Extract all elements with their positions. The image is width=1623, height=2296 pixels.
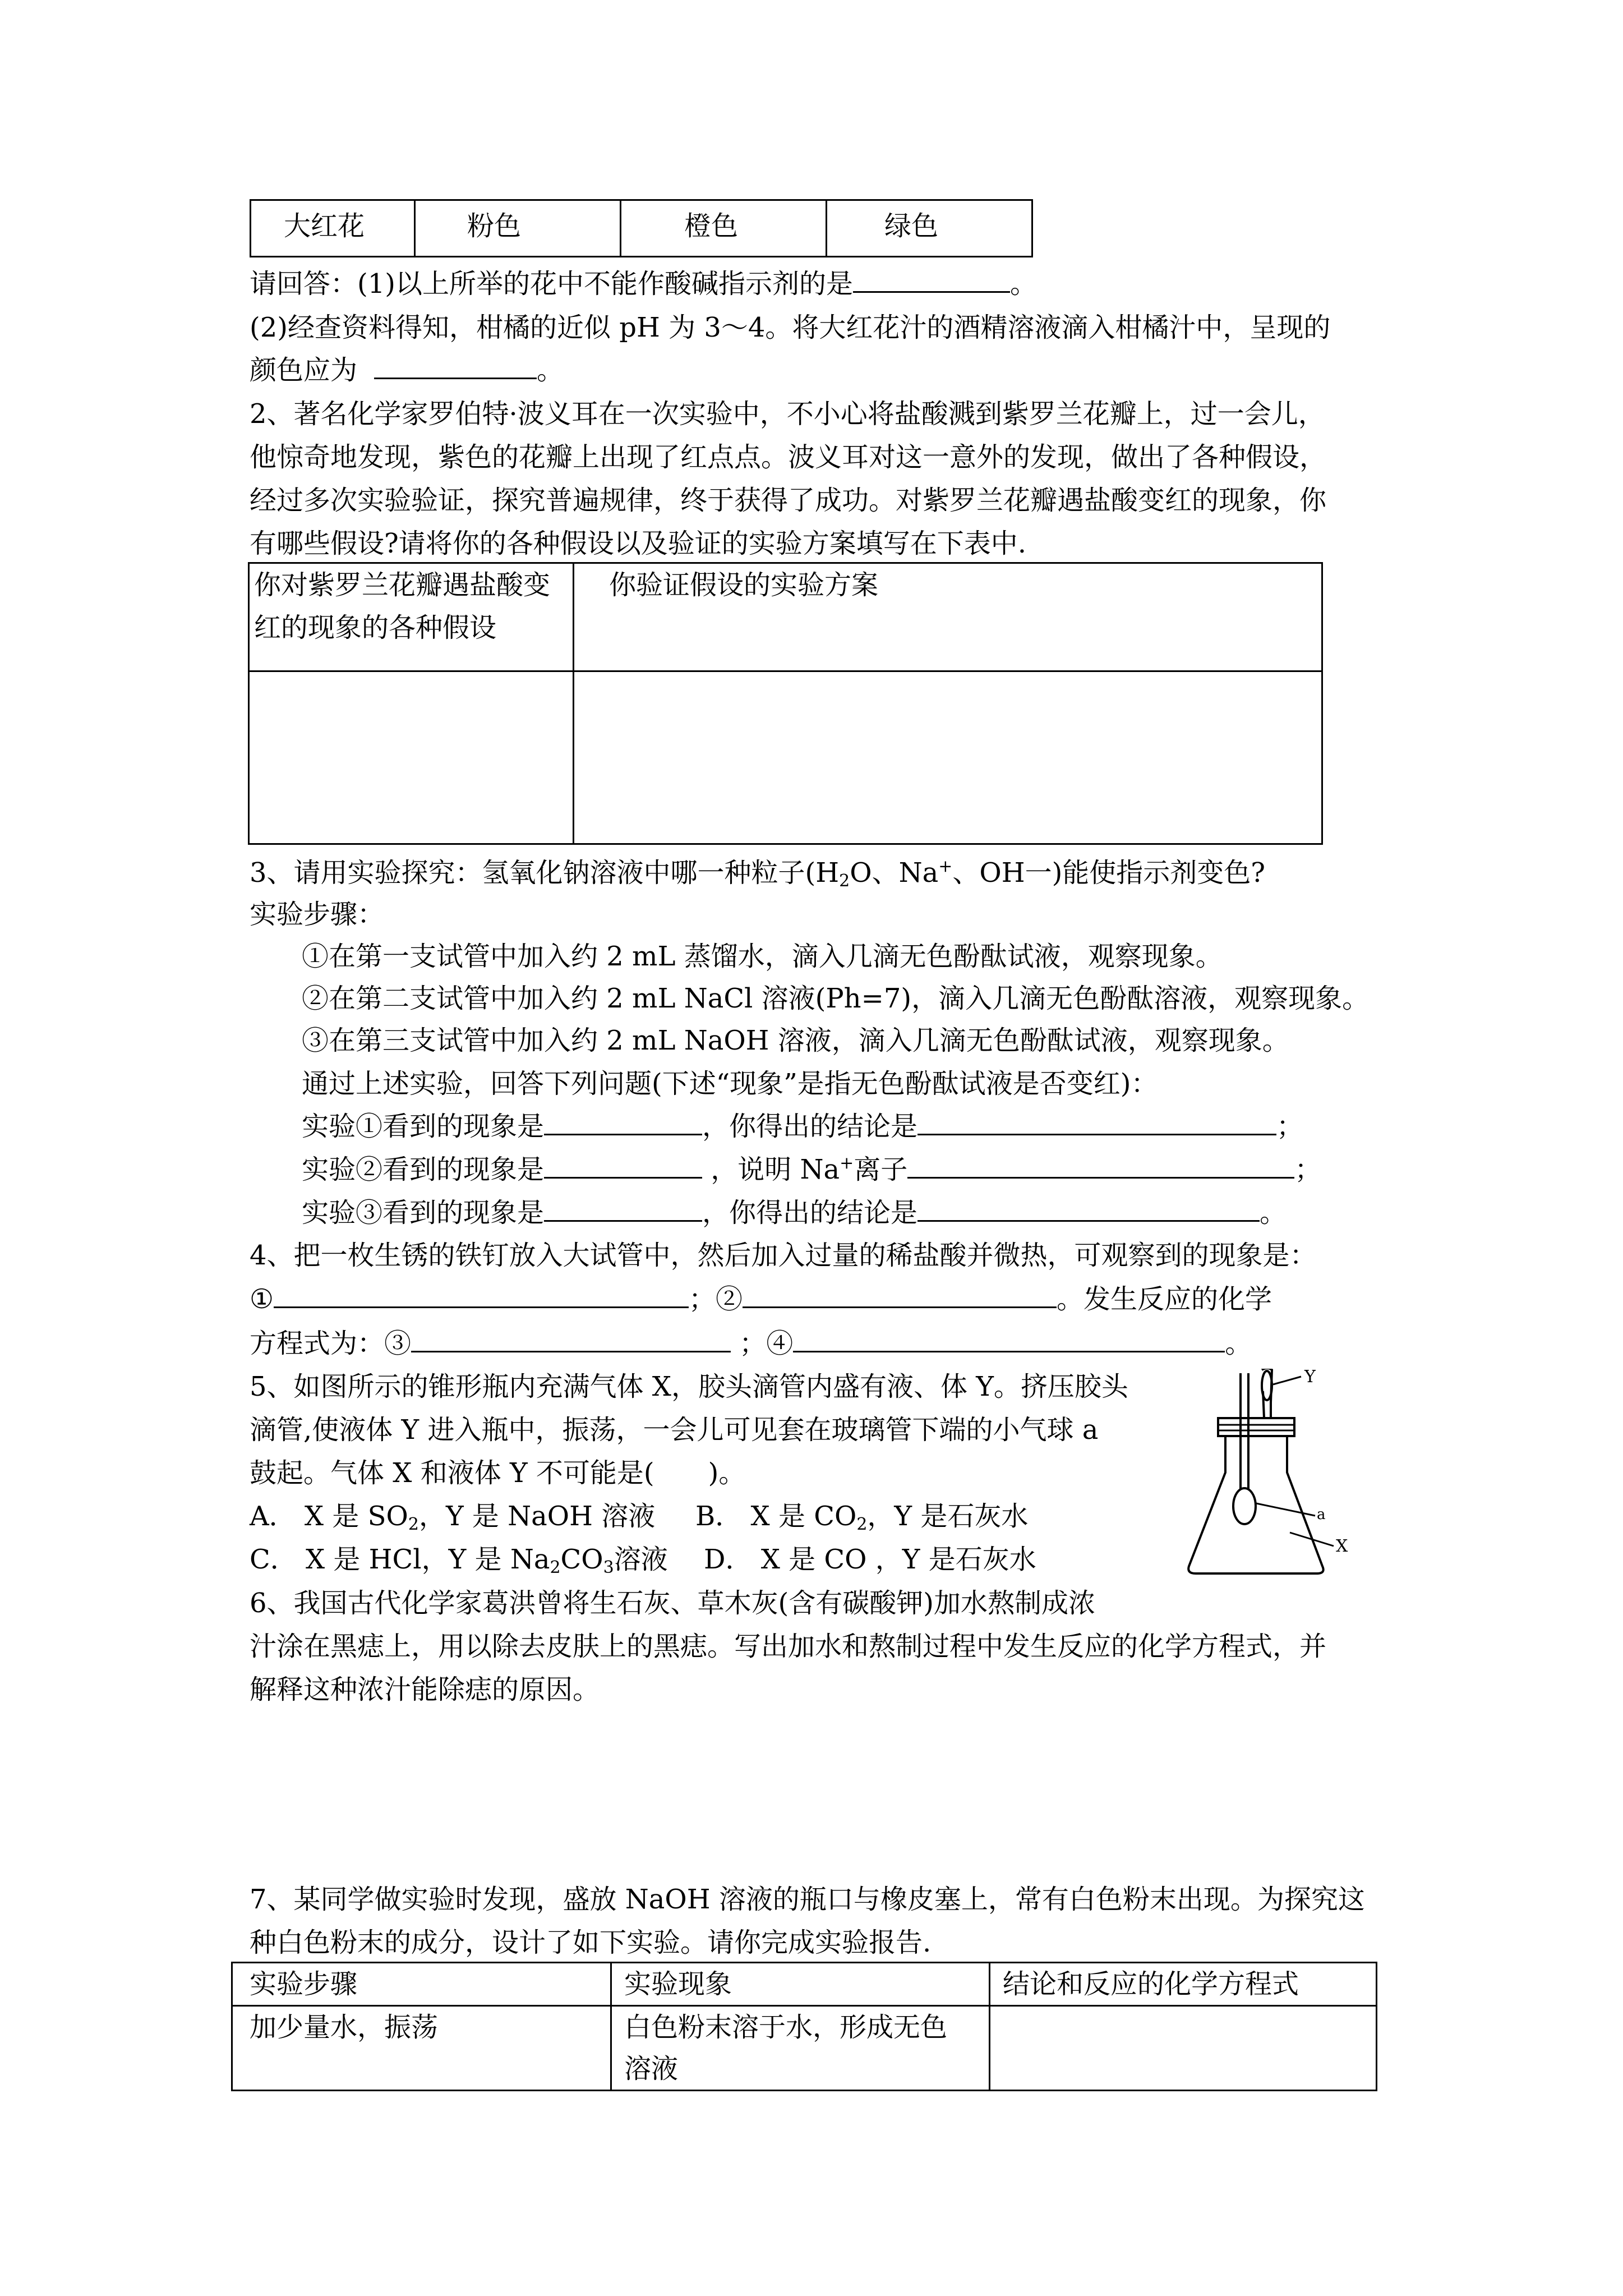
q5-line3: 鼓起。气体 X 和液体 Y 不可能是( )。 [250,1457,746,1489]
q1-period: 。 [1010,268,1038,300]
q3-step-2: ②在第二支试管中加入约 2 mL NaCl 溶液(Ph=7)，滴入几滴无色酚酞溶液，观察现象。 [302,983,1370,1014]
q4-line1: 4、把一枚生锈的铁钉放入大试管中，然后加入过量的稀盐酸并微热，可观察到的现象是： [250,1240,1317,1271]
report-row1-conclusion[interactable] [990,2006,1377,2091]
q7-line2: 种白色粉末的成分，设计了如下实验。请你完成实验报告. [250,1927,932,1958]
balloon-a [1233,1488,1256,1524]
q3-steps-label: 实验步骤： [250,899,385,930]
report-header-conclusion: 结论和反应的化学方程式 [990,1963,1377,2006]
q4-line2: ① ；② 。发生反应的化学 [250,1278,1272,1320]
q1-prompt: 请回答：(1)以上所举的花中不能作酸碱指示剂的是 [250,268,853,300]
q5-line1: 5、如图所示的锥形瓶内充满气体 X，胶头滴管内盛有液、体 Y。挤压胶头 [250,1371,1128,1402]
flower-cell-3: 橙色 [621,200,827,257]
q4-equation-blank-4[interactable] [793,1326,1225,1352]
q5-option-a[interactable]: A． X 是 $SO_2$，Y 是 NaOH 溶液 [250,1501,656,1534]
q5-line2: 滴管,使液体 Y 进入瓶中，振荡，一会儿可见套在玻璃管下端的小气球 a [250,1414,1099,1446]
hypothesis-header-cell [249,563,574,671]
q3-phenomenon-blank-1[interactable] [544,1109,702,1135]
q2-line2: 他惊奇地发现，紫色的花瓣上出现了红点点。波义耳对这一意外的发现，做出了各种假设， [250,441,1327,473]
q1-answer-blank-1[interactable] [853,266,1010,293]
q3-conclusion-blank-1[interactable] [917,1109,1276,1135]
q3-phenomenon-blank-3[interactable] [544,1195,702,1222]
q3-intro: 通过上述实验，回答下列问题(下述“现象”是指无色酚酞试液是否变红)： [302,1068,1158,1099]
q2-line4: 有哪些假设?请将你的各种假设以及验证的实验方案填写在下表中. [250,528,1026,559]
hypothesis-header-line2: 红的现象的各种假设 [254,612,497,643]
q6-line2: 汁涂在黑痣上，用以除去皮肤上的黑痣。写出加水和熬制过程中发生反应的化学方程式，并 [250,1631,1327,1662]
q4-observation-blank-2[interactable] [743,1282,1057,1308]
q3-answer-2: 实验②看到的现象是 ，说明 Na+离子 ； [302,1153,1322,1185]
q4-line3: 方程式为：③ ；④ 。 [250,1322,1252,1365]
q1-color-prompt: 颜色应为 [250,355,358,386]
q3-step-1: ①在第一支试管中加入约 2 mL 蒸馏水，滴入几滴无色酚酞试液，观察现象。 [302,941,1223,972]
label-X: X [1336,1536,1348,1556]
report-row1-phenomenon: 白色粉末溶于水，形成无色 溶液 [611,2006,990,2091]
plan-answer-cell[interactable] [574,671,1322,844]
q1-period-2: 。 [537,355,564,386]
hypothesis-header-line1: 你对紫罗兰花瓣遇盐酸变 [254,569,551,601]
q4-observation-blank-1[interactable] [274,1282,689,1308]
q3-step-3: ③在第三支试管中加入约 2 mL NaOH 溶液，滴入几滴无色酚酞试液，观察现象。 [302,1025,1289,1056]
q7-line1: 7、某同学做实验时发现，盛放 NaOH 溶液的瓶口与橡皮塞上，常有白色粉末出现。为探究这 [250,1884,1365,1915]
flask-diagram [1178,1369,1368,1588]
q2-line3: 经过多次实验验证，探究普遍规律，终于获得了成功。对紫罗兰花瓣遇盐酸变红的现象，你 [250,485,1327,516]
flower-cell-1: 大红花 [251,200,415,257]
q5-option-c[interactable]: C． X 是 HCl，Y 是 $Na_2CO_3$溶液 [250,1544,668,1577]
q1-line1 [250,263,1037,305]
flower-color-table [250,199,1033,257]
stopper [1218,1418,1294,1436]
q3-conclusion-blank-3[interactable] [917,1195,1260,1222]
q6-line1: 6、我国古代化学家葛洪曾将生石灰、草木灰(含有碳酸钾)加水熬制成浓 [250,1588,1095,1619]
hypothesis-table [248,562,1323,845]
report-header-phenomenon: 实验现象 [611,1963,990,2006]
flower-cell-2: 粉色 [415,200,621,257]
q2-line1: 2、著名化学家罗伯特·波义耳在一次实验中，不小心将盐酸溅到紫罗兰花瓣上，过一会儿， [250,398,1325,430]
experiment-report-table [231,1962,1377,2091]
q3-phenomenon-blank-2[interactable] [544,1152,702,1179]
q1-line3 [250,349,564,392]
report-row1-step: 加少量水，振荡 [232,2006,611,2091]
plan-header-cell: 你验证假设的实验方案 [574,563,1322,671]
q5-option-b[interactable]: B． X 是 $CO_2$，Y 是石灰水 [695,1501,1029,1534]
label-a: a [1317,1506,1326,1523]
q6-answer-space[interactable] [250,1717,1371,1874]
report-header-step: 实验步骤 [232,1963,611,2006]
label-Y: Y [1304,1369,1316,1387]
hypothesis-answer-cell[interactable] [249,671,574,844]
q6-line3: 解释这种浓汁能除痣的原因。 [250,1674,600,1705]
q3-answer-3: 实验③看到的现象是 ，你得出的结论是 。 [302,1191,1287,1234]
q5-option-d[interactable]: D． X 是 CO ，Y 是石灰水 [704,1544,1036,1575]
q3-title: 3、请用实验探究：氢氧化钠溶液中哪一种粒子($H_2O$、Na+、OH一)能使指示剂变色? [250,857,1266,891]
q3-answer-1: 实验①看到的现象是 ，你得出的结论是 ； [302,1105,1303,1148]
flower-cell-4: 绿色 [827,200,1032,257]
q1-answer-blank-2[interactable] [374,353,537,379]
q3-ion-blank[interactable] [907,1152,1294,1179]
q1-line2: (2)经查资料得知，柑橘的近似 pH 为 3～4。将大红花汁的酒精溶液滴入柑橘汁中，呈现的 [250,312,1331,343]
q4-equation-blank-3[interactable] [411,1326,731,1352]
